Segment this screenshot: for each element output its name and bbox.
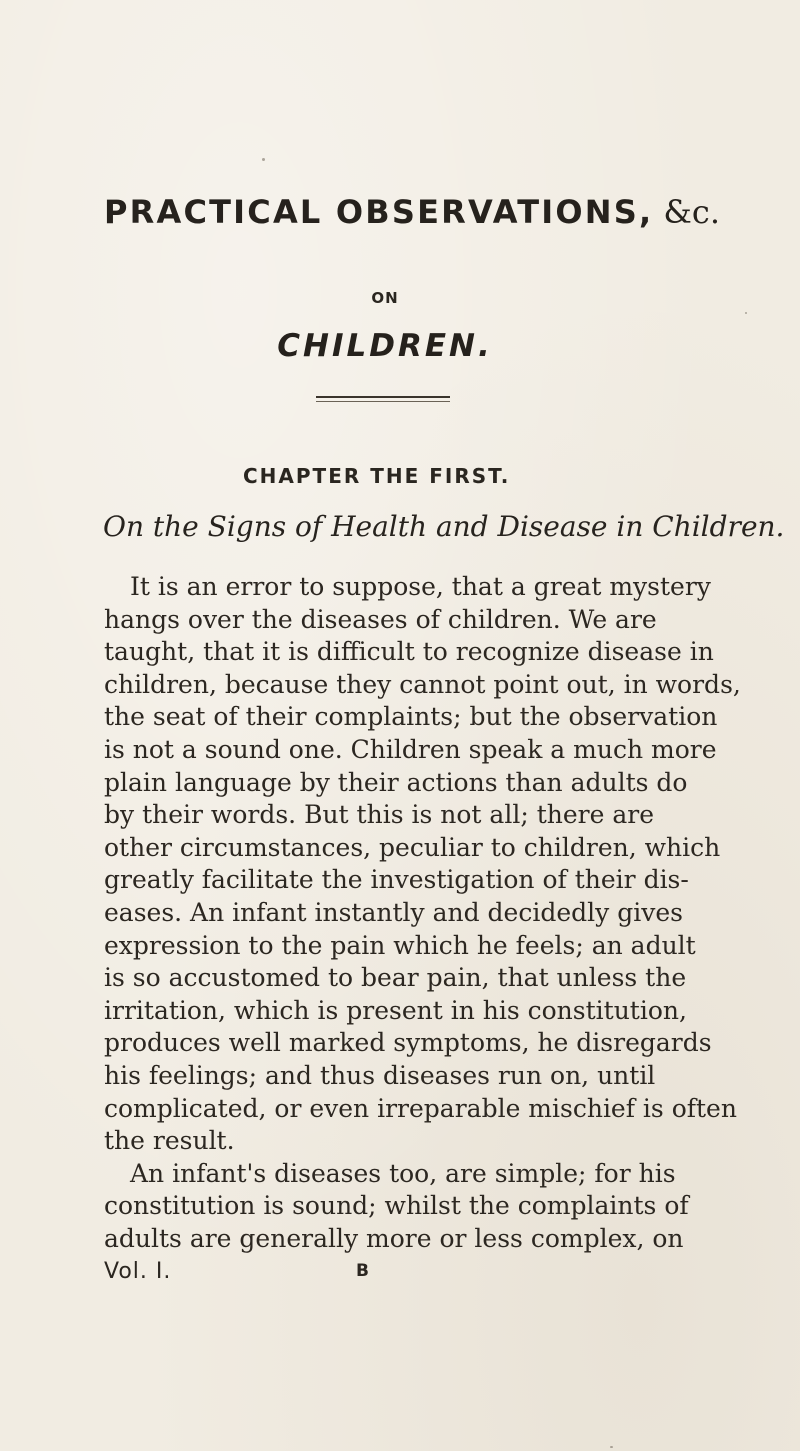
body-line: complicated, or even irreparable mischief is often (104, 1094, 737, 1123)
body-line: is so accustomed to bear pain, that unless the (104, 963, 687, 992)
body-line: is not a sound one. Children speak a much more (104, 735, 717, 764)
body-line: adults are generally more or less complex, on (104, 1224, 684, 1253)
body-line: plain language by their actions than adults do (104, 768, 688, 797)
chapter-heading: CHAPTER THE FIRST. (243, 464, 511, 488)
body-line: expression to the pain which he feels; an adult (104, 931, 696, 960)
book-subject: CHILDREN. (277, 328, 493, 364)
body-line: constitution is sound; whilst the complaints of (104, 1191, 689, 1220)
title-on: ON (371, 289, 399, 307)
body-line: his feelings; and thus diseases run on, until (104, 1061, 656, 1090)
body-line: eases. An infant instantly and decidedly gives (104, 898, 683, 927)
title-rule (316, 396, 450, 398)
page-footer (104, 1259, 504, 1284)
paper-speck (610, 1446, 613, 1448)
body-line: irritation, which is present in his constitution, (104, 996, 687, 1025)
title-rule-thin (316, 401, 450, 402)
paper-speck (262, 158, 265, 161)
body-line: An infant's diseases too, are simple; for his (130, 1159, 676, 1188)
book-title-etc: &c. (663, 193, 720, 231)
book-title (104, 193, 720, 231)
body-line: hangs over the diseases of children. We are (104, 605, 657, 634)
body-line: the result. (104, 1126, 235, 1155)
body-line: greatly facilitate the investigation of their dis- (104, 865, 689, 894)
body-line: the seat of their complaints; but the observation (104, 702, 718, 731)
body-line: It is an error to suppose, that a great mystery (130, 572, 711, 601)
body-line: by their words. But this is not all; there are (104, 800, 654, 829)
signature-mark: B (356, 1261, 369, 1281)
chapter-subtitle: On the Signs of Health and Disease in Children. (103, 510, 785, 543)
paper-speck (745, 312, 747, 314)
book-title-text: PRACTICAL OBSERVATIONS, (104, 193, 654, 231)
body-line: children, because they cannot point out, in words, (104, 670, 741, 699)
body-line: taught, that it is difficult to recognize disease in (104, 637, 714, 666)
body-line: other circumstances, peculiar to children, which (104, 833, 721, 862)
body-line: produces well marked symptoms, he disregards (104, 1028, 712, 1057)
volume-label: Vol. I. (104, 1259, 172, 1284)
